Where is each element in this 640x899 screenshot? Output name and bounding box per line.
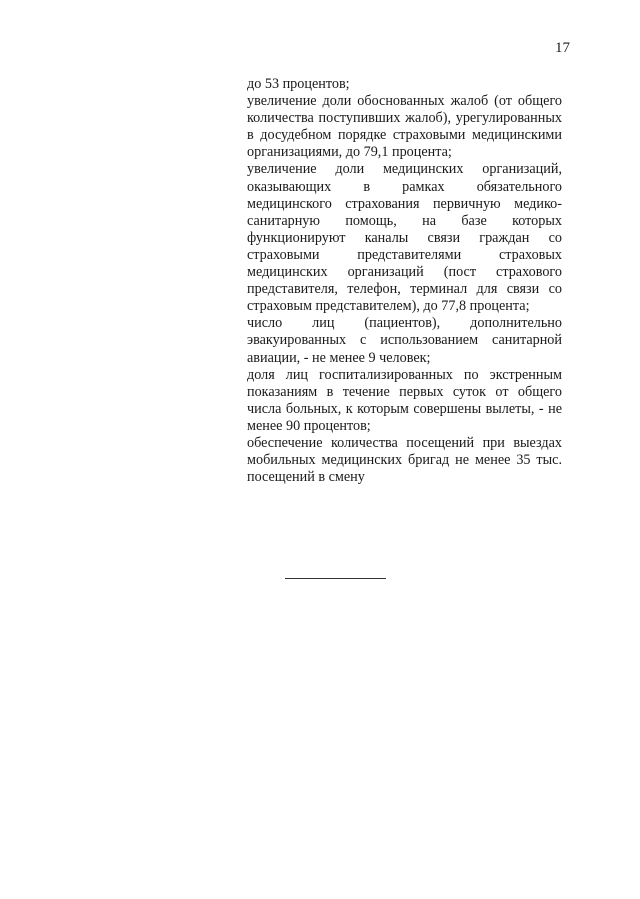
paragraph-4: число лиц (пациентов), дополнительно эвакуированных с использованием санитарной авиации, - не менее 9 человек; [247, 315, 562, 366]
page-number: 17 [555, 40, 570, 56]
paragraph-1: до 53 процентов; [247, 76, 350, 92]
end-separator-line [285, 578, 386, 579]
document-body [247, 76, 562, 486]
paragraph-2: увеличение доли обоснованных жалоб (от общего количества поступивших жалоб), урегулированных в досудебном порядке страховыми медицинскими организациями, до 79,1 процента; [247, 93, 562, 161]
paragraph-5: доля лиц госпитализированных по экстренным показаниям в течение первых суток от общего числа больных, к которым совершены вылеты, - не менее 90 процентов; [247, 366, 562, 434]
paragraph-3: увеличение доли медицинских организаций, оказывающих в рамках обязательного медицинского страхования первичную медико-санитарную помощь, на базе которых функционируют каналы связи граждан со страховыми представителями страховых медицинских организаций (пост страхового представителя, телефон, терминал для связи со страховым представителем), до 77,8 процента; [247, 161, 562, 315]
paragraph-6: обеспечение количества посещений при выездах мобильных медицинских бригад не менее 35 тыс. посещений в смену [247, 434, 562, 486]
